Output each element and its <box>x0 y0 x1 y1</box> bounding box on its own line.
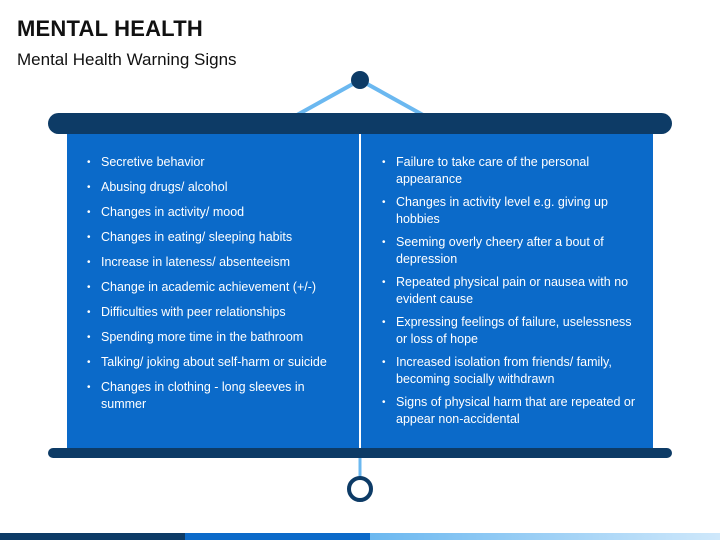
footer-stripe-dark <box>0 533 185 540</box>
list-item: • Increased isolation from friends/ family, becoming socially withdrawn <box>380 354 642 388</box>
list-item: • Increase in lateness/ absenteeism <box>85 254 347 271</box>
footer-stripe-mid <box>185 533 370 540</box>
hanger-string-left <box>297 80 360 115</box>
slide-subtitle: Mental Health Warning Signs <box>17 50 237 69</box>
warning-signs-right-list <box>380 154 642 434</box>
list-item: • Changes in activity level e.g. giving up hobbies <box>380 194 642 228</box>
list-item: • Changes in clothing - long sleeves in summer <box>85 379 347 413</box>
pull-ring-icon[interactable] <box>349 478 371 500</box>
footer-stripe-light <box>370 533 720 540</box>
list-item: • Seeming overly cheery after a bout of depression <box>380 234 642 268</box>
slide-title: MENTAL HEALTH <box>17 16 203 41</box>
hanger-knob-icon <box>351 71 369 89</box>
list-item: • Changes in activity/ mood <box>85 204 347 221</box>
list-item: • Spending more time in the bathroom <box>85 329 347 346</box>
list-item: • Changes in eating/ sleeping habits <box>85 229 347 246</box>
list-item: • Talking/ joking about self-harm or suicide <box>85 354 347 371</box>
list-item: • Difficulties with peer relationships <box>85 304 347 321</box>
bottom-rod <box>48 448 672 458</box>
list-item: • Failure to take care of the personal appearance <box>380 154 642 188</box>
list-item: • Repeated physical pain or nausea with no evident cause <box>380 274 642 308</box>
list-item: • Signs of physical harm that are repeated or appear non-accidental <box>380 394 642 428</box>
warning-signs-left-list <box>85 154 347 421</box>
projection-screen <box>67 134 653 450</box>
list-item: • Abusing drugs/ alcohol <box>85 179 347 196</box>
list-item: • Change in academic achievement (+/-) <box>85 279 347 296</box>
top-rod <box>48 113 672 134</box>
column-divider <box>359 134 361 450</box>
hanger-string-right <box>360 80 423 115</box>
list-item: • Expressing feelings of failure, uselessness or loss of hope <box>380 314 642 348</box>
list-item: • Secretive behavior <box>85 154 347 171</box>
